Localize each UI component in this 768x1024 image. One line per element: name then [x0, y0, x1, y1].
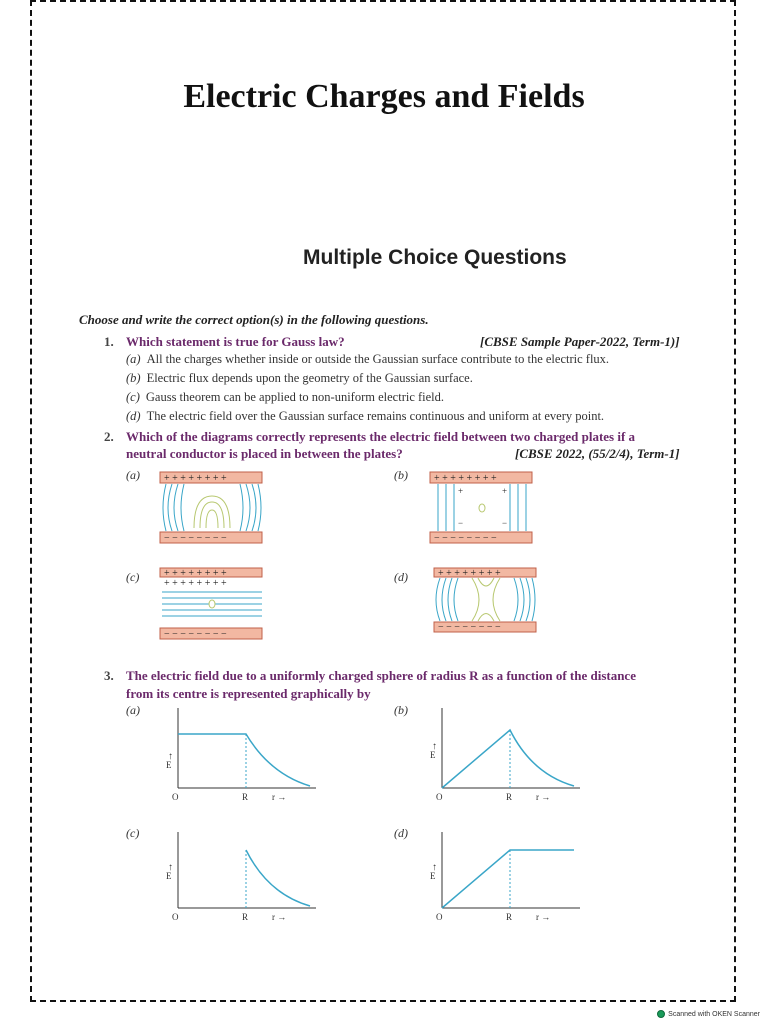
svg-text:R: R [242, 912, 249, 922]
section-title: Multiple Choice Questions [303, 246, 567, 269]
svg-text:O: O [436, 912, 443, 922]
question-text: Which statement is true for Gauss law? [126, 334, 345, 349]
option-b: (b) Electric flux depends upon the geometry of the Gaussian surface. [126, 371, 473, 385]
diagram-label-a: (a) [126, 468, 140, 482]
graph-d [424, 828, 584, 928]
field-diagram-a [158, 470, 266, 546]
question-2-line2: neutral conductor is placed in between the plates? [126, 446, 403, 461]
question-1 [104, 334, 345, 350]
diagram-label-c: (c) [126, 570, 140, 584]
graph-label-b: (b) [394, 703, 408, 717]
question-text-line1: The electric field due to a uniformly charged sphere of radius R as a function of the distance [126, 668, 636, 683]
svg-text:+ + + + + + + +: + + + + + + + + [438, 568, 501, 579]
field-diagram-d [432, 566, 540, 636]
question-2 [104, 429, 635, 445]
svg-text:− − − − − − − −: − − − − − − − − [164, 533, 227, 544]
svg-text:r →: r → [536, 912, 551, 922]
question-3 [104, 668, 636, 684]
svg-text:O: O [436, 792, 443, 802]
svg-text:O: O [172, 912, 179, 922]
svg-text:r →: r → [536, 792, 551, 802]
instruction: Choose and write the correct option(s) in the following questions. [79, 312, 429, 327]
page-border [30, 0, 736, 1002]
graph-label-a: (a) [126, 703, 140, 717]
svg-text:r →: r → [272, 912, 287, 922]
origin-label: O [172, 792, 179, 802]
svg-text:+: + [502, 486, 508, 496]
graph-a [160, 704, 320, 804]
graph-label-d: (d) [394, 826, 408, 840]
svg-text:E: E [166, 871, 172, 881]
question-2-source: [CBSE 2022, (55/2/4), Term-1] [515, 446, 680, 461]
svg-text:E: E [430, 750, 436, 760]
graph-c [160, 828, 320, 928]
question-number: 3. [104, 668, 114, 683]
scanner-text: Scanned with OKEN Scanner [668, 1010, 760, 1018]
option-d: (d) The electric field over the Gaussian surface remains continuous and uniform at every point. [126, 409, 605, 423]
svg-text:↑: ↑ [168, 751, 173, 762]
question-text-line1: Which of the diagrams correctly represents the electric field between two charged plates if a [126, 429, 636, 444]
svg-text:−: − [458, 518, 464, 528]
svg-text:+ + + + + + + +: + + + + + + + + [164, 568, 227, 579]
field-diagram-b [428, 470, 536, 546]
svg-text:↑: ↑ [432, 862, 437, 873]
svg-text:↑: ↑ [432, 741, 437, 752]
page-title: Electric Charges and Fields [183, 78, 585, 115]
diagram-label-b: (b) [394, 468, 408, 482]
question-number: 1. [104, 334, 114, 349]
option-c: (c) Gauss theorem can be applied to non-uniform electric field. [126, 390, 445, 404]
svg-text:↑: ↑ [168, 862, 173, 873]
diagram-label-d: (d) [394, 570, 408, 584]
svg-text:+ + + + + + + +: + + + + + + + + [434, 473, 497, 484]
svg-text:− − − − − − − −: − − − − − − − − [438, 622, 501, 633]
svg-text:− − − − − − − −: − − − − − − − − [434, 533, 497, 544]
y-axis-label: E [166, 760, 172, 770]
question-number: 2. [104, 429, 114, 444]
graph-label-c: (c) [126, 826, 140, 840]
x-axis-label: r [272, 792, 275, 802]
scanner-logo-icon [657, 1010, 665, 1018]
option-a: (a) All the charges whether inside or outside the Gaussian surface contribute to the electric flux. [126, 352, 610, 366]
question-3-line2: from its centre is represented graphically by [126, 686, 371, 701]
scanner-watermark [657, 1010, 760, 1018]
svg-text:R: R [506, 792, 513, 802]
svg-text:− − − − − − − −: − − − − − − − − [164, 629, 227, 640]
question-1-source: [CBSE Sample Paper-2022, Term-1)] [480, 334, 680, 349]
radius-label: R [242, 792, 249, 802]
svg-text:+ + + + + + + +: + + + + + + + + [164, 473, 227, 484]
graph-b [424, 704, 584, 804]
svg-text:−: − [502, 518, 508, 528]
svg-text:+: + [458, 486, 464, 496]
svg-text:+ + + + + + + +: + + + + + + + + [164, 578, 227, 589]
svg-text:r →: r → [272, 792, 287, 802]
svg-text:E: E [430, 871, 436, 881]
svg-text:R: R [506, 912, 513, 922]
field-diagram-c [158, 566, 266, 642]
